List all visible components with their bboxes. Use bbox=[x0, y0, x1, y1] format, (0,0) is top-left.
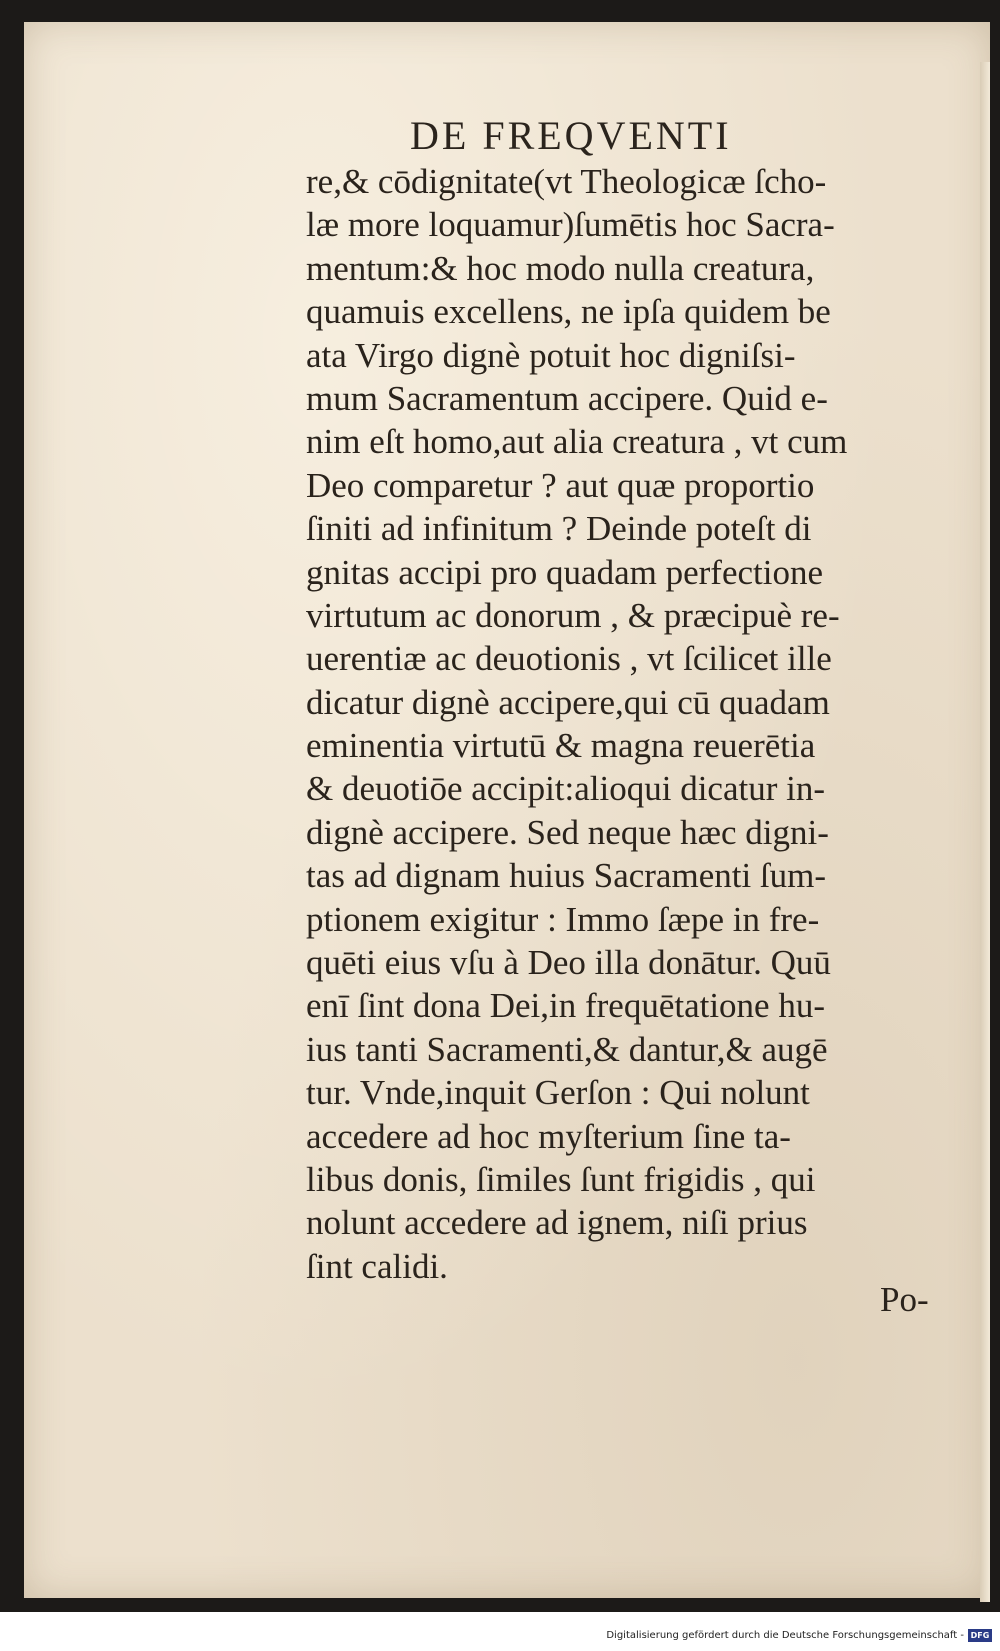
body-text bbox=[306, 160, 966, 1288]
text-line: nim eſt homo,aut alia creatura , vt cum bbox=[306, 422, 848, 462]
text-line: ata Virgo dignè potuit hoc digniſsi- bbox=[306, 335, 796, 375]
text-line: accedere ad hoc myſterium ſine ta- bbox=[306, 1116, 791, 1156]
dfg-logo: DFG bbox=[968, 1629, 992, 1642]
funding-credit: Digitalisierung gefördert durch die Deutsche Forschungsgemeinschaft - bbox=[606, 1630, 964, 1641]
text-line: tas ad dignam huius Sacramenti ſum- bbox=[306, 856, 827, 896]
text-line: læ more loquamur)ſumētis hoc Sacra- bbox=[306, 205, 835, 245]
text-line: & deuotiōe accipit:alioqui dicatur in- bbox=[306, 769, 826, 809]
text-line: mum Sacramentum accipere. Quid e- bbox=[306, 378, 828, 418]
text-line: gnitas accipi pro quadam perfectione bbox=[306, 552, 824, 592]
text-line: mentum:& hoc modo nulla creatura, bbox=[306, 248, 815, 288]
page-edge bbox=[980, 62, 990, 1602]
text-line: nolunt accedere ad ignem, niſi prius bbox=[306, 1203, 808, 1243]
text-line: ptionem exigitur : Immo ſæpe in fre- bbox=[306, 899, 820, 939]
text-line: libus donis, ſimiles ſunt frigidis , qui bbox=[306, 1159, 816, 1199]
text-line: Deo comparetur ? aut quæ proportio bbox=[306, 465, 815, 505]
text-line: re,& cōdignitate(vt Theologicæ ſcho- bbox=[306, 162, 827, 201]
text-line: ius tanti Sacramenti,& dantur,& augē bbox=[306, 1029, 828, 1069]
text-line: quamuis excellens, ne ipſa quidem be bbox=[306, 292, 831, 332]
text-line: eminentia virtutū & magna reuerētia bbox=[306, 726, 816, 766]
text-line: ſiniti ad infinitum ? Deinde poteſt di bbox=[306, 509, 812, 549]
text-line: dignè accipere. Sed neque hæc digni- bbox=[306, 812, 829, 852]
text-line: ſint calidi. bbox=[306, 1246, 448, 1286]
text-line: enī ſint dona Dei,in frequētatione hu- bbox=[306, 986, 826, 1026]
text-line: tur. Vnde,inquit Gerſon : Qui nolunt bbox=[306, 1073, 810, 1113]
text-line: dicatur dignè accipere,qui cū quadam bbox=[306, 682, 830, 722]
catchword: Po- bbox=[880, 1280, 929, 1319]
running-head: DE FREQVENTI bbox=[410, 113, 732, 158]
text-line: uerentiæ ac deuotionis , vt ſcilicet ille bbox=[306, 639, 832, 679]
text-line: quēti eius vſu à Deo illa donātur. Quū bbox=[306, 943, 831, 983]
text-line: virtutum ac donorum , & præcipuè re- bbox=[306, 595, 840, 635]
